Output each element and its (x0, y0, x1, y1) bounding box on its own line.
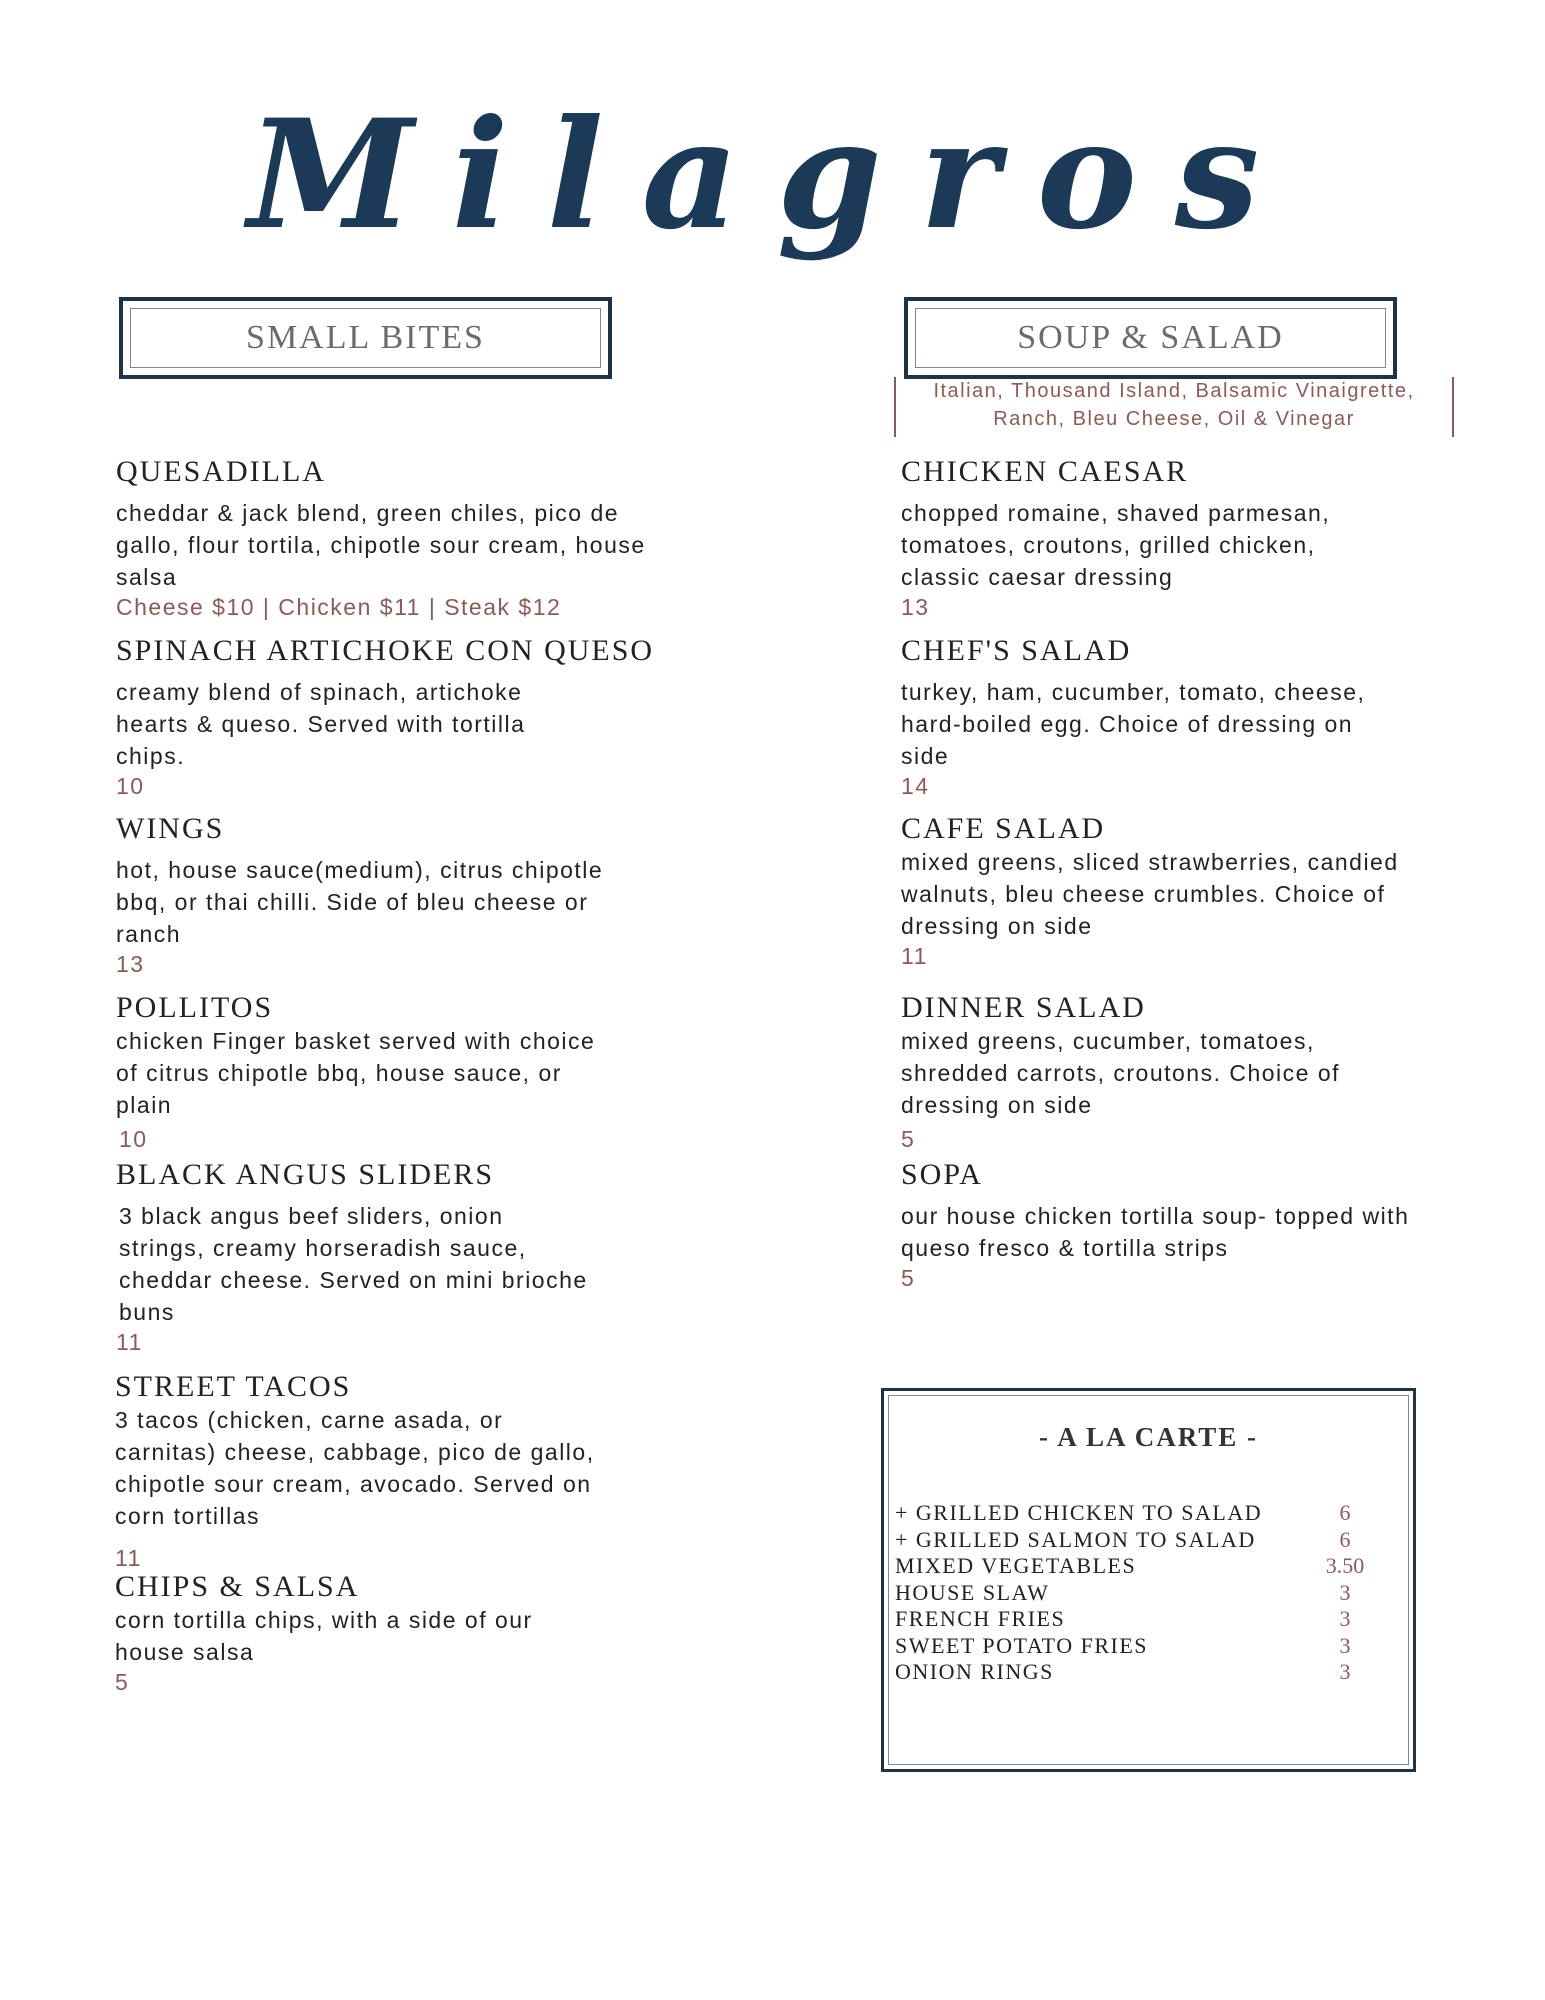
menu-item-chips-salsa (115, 1570, 595, 1696)
item-description: our house chicken tortilla soup- topped with queso fresco & tortilla strips (901, 1203, 1410, 1261)
menu-item-wings (116, 812, 636, 978)
item-description: hot, house sauce(medium), citrus chipotle bbq, or thai chilli. Side of bleu cheese or ranch (116, 857, 604, 947)
a-la-carte-row (895, 1633, 1395, 1660)
soup-salad-heading-box (904, 297, 1397, 379)
a-la-carte-item-price: 3 (1339, 1632, 1351, 1658)
item-name: STREET TACOS (115, 1370, 352, 1403)
item-price: 11 (116, 1329, 143, 1355)
menu-item-pollitos (116, 991, 606, 1153)
soup-salad-heading: SOUP & SALAD (915, 308, 1386, 368)
item-name: CHICKEN CAESAR (901, 455, 1189, 488)
menu-item-cafe-salad (901, 812, 1401, 970)
item-price: 11 (901, 943, 928, 969)
item-description: mixed greens, sliced strawberries, candied walnuts, bleu cheese crumbles. Choice of dressing on side (901, 849, 1399, 939)
a-la-carte-row (895, 1500, 1395, 1527)
item-description: chopped romaine, shaved parmesan, tomatoes, croutons, grilled chicken, classic caesar dressing (901, 500, 1331, 590)
item-name: SPINACH ARTICHOKE CON QUESO (116, 634, 655, 667)
item-price: 5 (901, 1265, 916, 1291)
a-la-carte-item-price: 3 (1339, 1659, 1351, 1685)
item-name: CAFE SALAD (901, 812, 1106, 845)
item-price: 5 (115, 1669, 130, 1695)
a-la-carte-row (895, 1659, 1395, 1686)
menu-item-quesadilla (116, 455, 656, 621)
item-description: mixed greens, cucumber, tomatoes, shredded carrots, croutons. Choice of dressing on side (901, 1028, 1341, 1118)
item-name: QUESADILLA (116, 455, 326, 488)
item-description: corn tortilla chips, with a side of our house salsa (115, 1607, 533, 1665)
small-bites-heading-box (119, 297, 612, 379)
item-price: 5 (901, 1126, 916, 1152)
item-name: BLACK ANGUS SLIDERS (116, 1158, 495, 1191)
a-la-carte-item-price: 6 (1339, 1526, 1351, 1552)
item-description: turkey, ham, cucumber, tomato, cheese, hard-boiled egg. Choice of dressing on side (901, 679, 1366, 769)
item-description: 3 tacos (chicken, carne asada, or carnitas) cheese, cabbage, pico de gallo, chipotle sour cream, avocado. Served on corn tortillas (115, 1407, 595, 1529)
item-name: SOPA (901, 1158, 983, 1191)
a-la-carte-item-name: + GRILLED CHICKEN TO SALAD (895, 1500, 1263, 1526)
menu-item-chefs-salad (901, 634, 1391, 800)
item-name: CHEF'S SALAD (901, 634, 1132, 667)
a-la-carte-row (895, 1580, 1395, 1607)
a-la-carte-item-name: HOUSE SLAW (895, 1579, 1050, 1605)
menu-item-street-tacos (115, 1370, 605, 1572)
item-name: DINNER SALAD (901, 991, 1146, 1024)
item-name: WINGS (116, 812, 225, 845)
a-la-carte-list (895, 1500, 1395, 1686)
item-price: 10 (116, 773, 145, 799)
a-la-carte-box (881, 1388, 1416, 1772)
item-price: 13 (116, 951, 145, 977)
a-la-carte-item-name: MIXED VEGETABLES (895, 1553, 1137, 1579)
a-la-carte-item-price: 6 (1339, 1500, 1351, 1526)
a-la-carte-row (895, 1606, 1395, 1633)
item-name: CHIPS & SALSA (115, 1570, 360, 1603)
restaurant-logo: Milagros (247, 87, 1298, 263)
a-la-carte-row (895, 1527, 1395, 1554)
a-la-carte-item-price: 3 (1339, 1579, 1351, 1605)
item-price: 11 (115, 1545, 142, 1571)
a-la-carte-item-name: ONION RINGS (895, 1659, 1054, 1685)
a-la-carte-item-name: SWEET POTATO FRIES (895, 1632, 1149, 1658)
item-name: POLLITOS (116, 991, 274, 1024)
a-la-carte-row (895, 1553, 1395, 1580)
a-la-carte-item-price: 3 (1339, 1606, 1351, 1632)
dressing-options (894, 377, 1454, 437)
menu-item-black-angus-sliders (116, 1158, 596, 1356)
a-la-carte-heading: - A LA CARTE - (1038, 1422, 1259, 1452)
item-price: 10 (119, 1126, 148, 1152)
item-description: 3 black angus beef sliders, onion strings, creamy horseradish sauce, cheddar cheese. Served on mini brioche buns (119, 1203, 588, 1325)
item-price: Cheese $10 | Chicken $11 | Steak $12 (116, 594, 562, 620)
dressing-line: Ranch, Bleu Cheese, Oil & Vinegar (993, 408, 1355, 430)
menu-item-dinner-salad (901, 991, 1401, 1153)
item-description: creamy blend of spinach, artichoke hearts & queso. Served with tortilla chips. (116, 679, 526, 769)
a-la-carte-item-name: + GRILLED SALMON TO SALAD (895, 1526, 1256, 1552)
menu-item-chicken-caesar (901, 455, 1381, 621)
item-price: 14 (901, 773, 930, 799)
item-price: 13 (901, 594, 930, 620)
menu-item-sopa (901, 1158, 1421, 1292)
item-description: chicken Finger basket served with choice of citrus chipotle bbq, house sauce, or plain (116, 1028, 596, 1118)
item-description: cheddar & jack blend, green chiles, pico de gallo, flour tortila, chipotle sour cream, house salsa (116, 500, 646, 590)
small-bites-heading: SMALL BITES (130, 308, 601, 368)
a-la-carte-item-name: FRENCH FRIES (895, 1606, 1066, 1632)
menu-item-spinach-artichoke (116, 634, 655, 800)
dressing-line: Italian, Thousand Island, Balsamic Vinaigrette, (933, 380, 1415, 402)
a-la-carte-item-price: 3.50 (1325, 1553, 1365, 1579)
